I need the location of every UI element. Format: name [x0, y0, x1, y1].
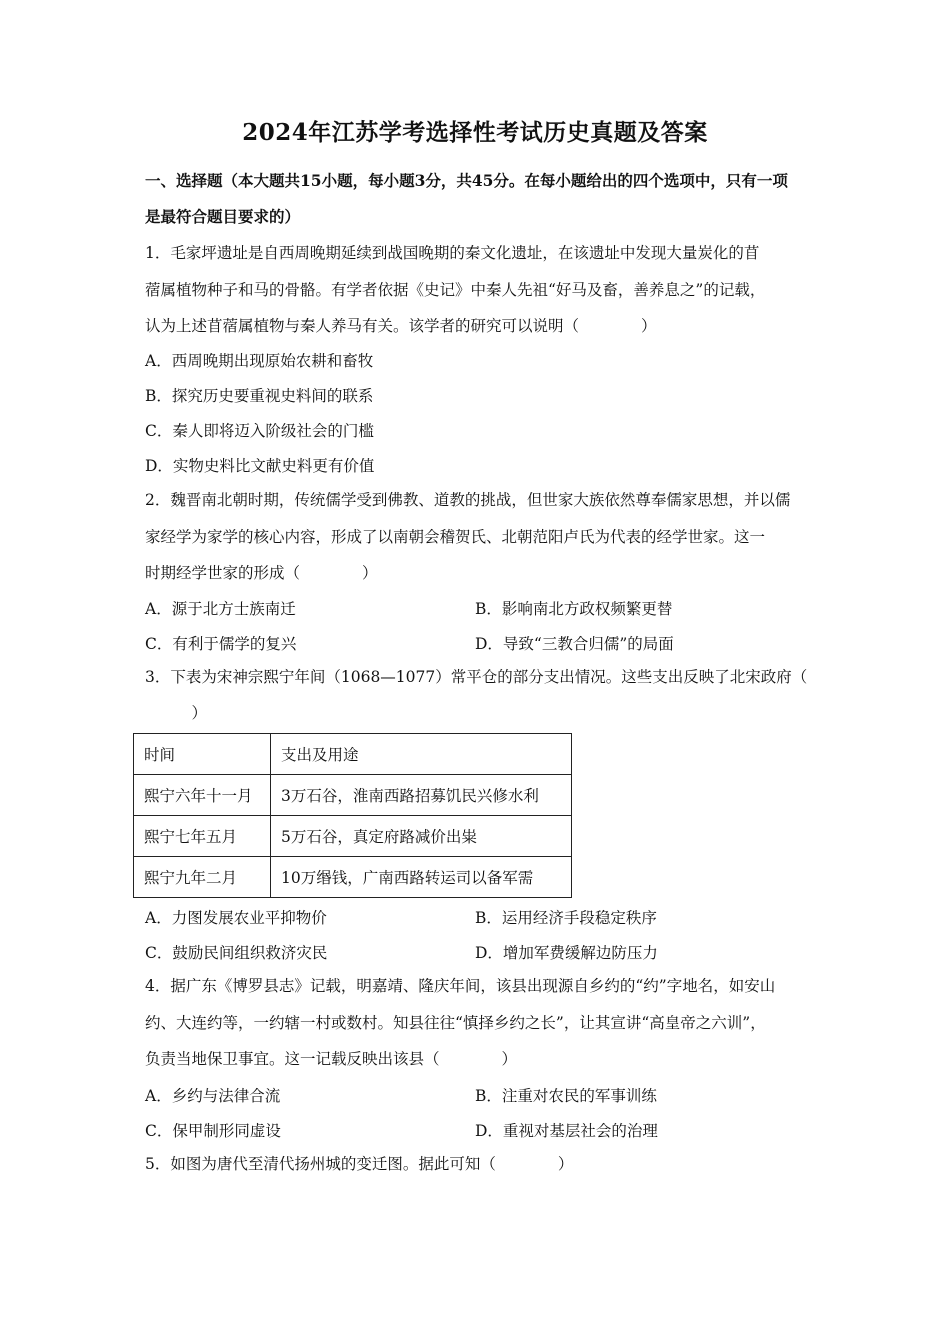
q2-option-a: A．源于北方士族南迁: [145, 600, 296, 618]
q1-option-c: C．秦人即将迈入阶级社会的门槛: [145, 422, 374, 440]
q2-option-d: D．导致“三教合归儒”的局面: [475, 635, 674, 653]
section-heading-line2: 是最符合题目要求的）: [145, 207, 301, 226]
table-cell: 5万石谷，真定府路减价出粜: [271, 816, 572, 857]
q2-stem-line1: 2．魏晋南北朝时期，传统儒学受到佛教、道教的挑战，但世家大族依然尊奉儒家思想，并以儒: [145, 491, 791, 509]
table-cell: 10万缗钱，广南西路转运司以备军需: [271, 857, 572, 898]
q3-option-c: C．鼓励民间组织救济灾民: [145, 944, 328, 962]
table-header-row: [134, 734, 572, 775]
q3-stem-line2: ）: [145, 704, 208, 722]
q2-stem-line3: 时期经学世家的形成（ ）: [145, 564, 378, 582]
table-header-cell: 时间: [134, 734, 271, 775]
table-header-cell: 支出及用途: [271, 734, 572, 775]
q1-option-a: A．西周晚期出现原始农耕和畜牧: [145, 352, 374, 370]
q4-option-a: A．乡约与法律合流: [145, 1087, 281, 1105]
q1-option-b: B．探究历史要重视史料间的联系: [145, 387, 374, 405]
q1-stem-line1: 1．毛家坪遗址是自西周晚期延续到战国晚期的秦文化遗址，在该遗址中发现大量炭化的苜: [145, 244, 760, 262]
q2-option-c: C．有利于儒学的复兴: [145, 635, 297, 653]
table-row: [134, 816, 572, 857]
table-cell: 熙宁六年十一月: [134, 775, 271, 816]
q3-stem-line1: 3．下表为宋神宗熙宁年间（1068—1077）常平仓的部分支出情况。这些支出反映了北宋政府（: [145, 668, 808, 686]
q1-stem-line2: 蓿属植物种子和马的骨骼。有学者依据《史记》中秦人先祖“好马及畜，善养息之”的记载，: [145, 281, 766, 299]
q2-option-b: B．影响南北方政权频繁更替: [475, 600, 673, 618]
q1-stem-line3: 认为上述苜蓿属植物与秦人养马有关。该学者的研究可以说明（ ）: [145, 317, 657, 335]
q2-stem-line2: 家经学为家学的核心内容，形成了以南朝会稽贺氏、北朝范阳卢氏为代表的经学世家。这一: [145, 528, 766, 546]
section-heading-line1: 一、选择题（本大题共15小题，每小题3分，共45分。在每小题给出的四个选项中，只有一项: [145, 171, 788, 190]
q5-stem-line1: 5．如图为唐代至清代扬州城的变迁图。据此可知（ ）: [145, 1155, 574, 1173]
q3-table: [133, 733, 572, 898]
q3-option-a: A．力图发展农业平抑物价: [145, 909, 327, 927]
table-row: [134, 775, 572, 816]
q4-option-c: C．保甲制形同虚设: [145, 1122, 281, 1140]
q1-option-d: D．实物史料比文献史料更有价值: [145, 457, 375, 475]
q4-option-b: B．注重对农民的军事训练: [475, 1087, 657, 1105]
table-cell: 3万石谷，淮南西路招募饥民兴修水利: [271, 775, 572, 816]
q3-option-b: B．运用经济手段稳定秩序: [475, 909, 657, 927]
page-title: 2024年江苏学考选择性考试历史真题及答案: [242, 119, 708, 146]
table-cell: 熙宁七年五月: [134, 816, 271, 857]
table-cell: 熙宁九年二月: [134, 857, 271, 898]
q4-stem-line2: 约、大连约等，一约辖一村或数村。知县往往“慎择乡约之长”，让其宣讲“高皇帝之六训”，: [145, 1014, 766, 1032]
q4-stem-line1: 4．据广东《博罗县志》记载，明嘉靖、隆庆年间，该县出现源自乡约的“约”字地名，如安山: [145, 977, 776, 995]
table-row: [134, 857, 572, 898]
q4-option-d: D．重视对基层社会的治理: [475, 1122, 658, 1140]
q3-option-d: D．增加军费缓解边防压力: [475, 944, 658, 962]
q4-stem-line3: 负责当地保卫事宜。这一记载反映出该县（ ）: [145, 1050, 518, 1068]
